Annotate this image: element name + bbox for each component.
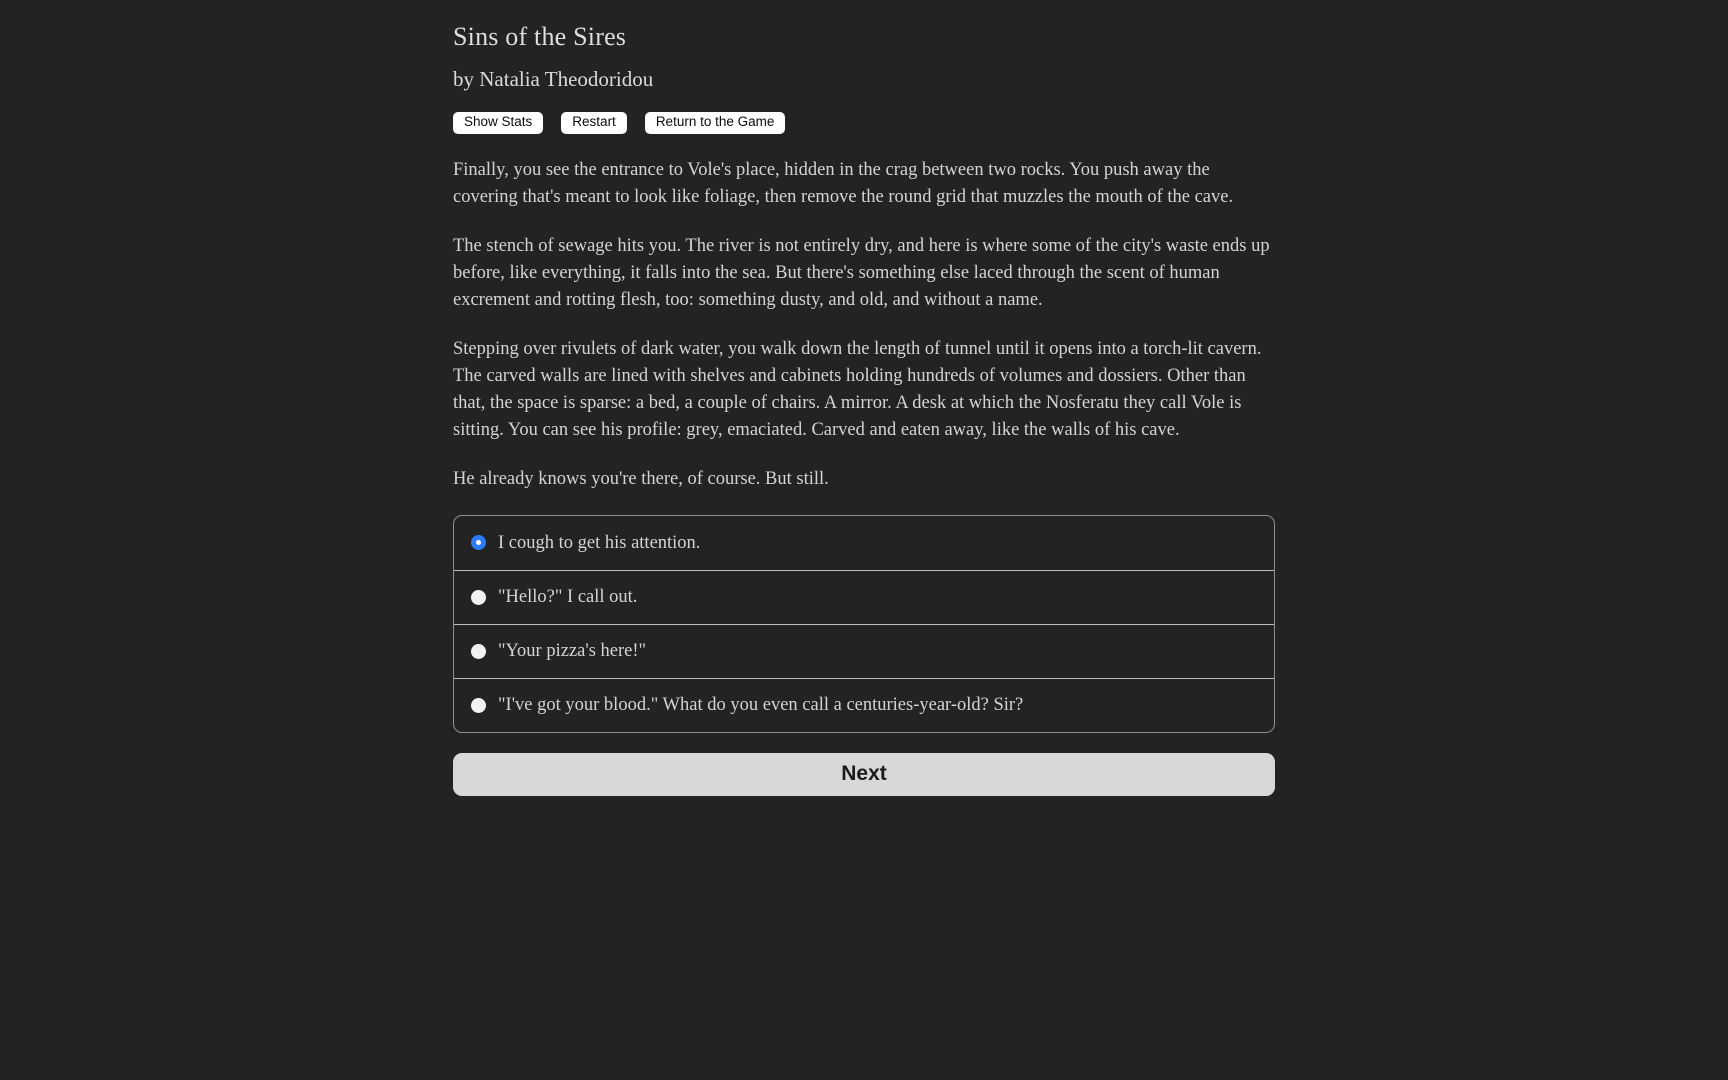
choice-option-4[interactable] (454, 678, 1274, 732)
story-paragraph: Finally, you see the entrance to Vole's place, hidden in the crag between two rocks. You push away the covering that's meant to look like foliage, then remove the round grid that muzzles the mouth of the cave. (453, 159, 1234, 207)
story-text (453, 157, 1275, 493)
game-content (453, 0, 1275, 796)
radio-button-icon[interactable] (471, 590, 486, 605)
choice-option-3[interactable] (454, 624, 1274, 678)
radio-button-icon[interactable] (471, 535, 486, 550)
story-paragraph: Stepping over rivulets of dark water, you walk down the length of tunnel until it opens into a torch-lit cavern. The carved walls are lined with shelves and cabinets holding hundreds of volumes and dossiers. Other than that, the space is sparse: a bed, a couple of chairs. A mirror. A desk at which the Nosferatu they call Vole is sitting. You can see his profile: grey, emaciated. Carved and eaten away, like the walls of his cave. (453, 338, 1262, 440)
choice-label: "I've got your blood." What do you even call a centuries-year-old? Sir? (498, 695, 1024, 716)
story-paragraph: He already knows you're there, of course. But still. (453, 468, 829, 489)
author-byline: by Natalia Theodoridou (453, 67, 654, 91)
radio-button-icon[interactable] (471, 698, 486, 713)
choice-label: I cough to get his attention. (498, 532, 701, 553)
radio-button-icon[interactable] (471, 644, 486, 659)
choices-box (453, 515, 1275, 733)
story-paragraph: The stench of sewage hits you. The river is not entirely dry, and here is where some of the city's waste ends up before, like everything, it falls into the sea. But there's something else laced through the scent of human excrement and rotting flesh, too: something dusty, and old, and without a name. (453, 235, 1270, 310)
choice-label: "Your pizza's here!" (498, 641, 647, 662)
return-to-game-button[interactable]: Return to the Game (645, 112, 786, 134)
choice-option-1[interactable] (454, 516, 1274, 570)
page-title: Sins of the Sires (453, 22, 627, 51)
next-button[interactable]: Next (453, 753, 1275, 796)
show-stats-button[interactable]: Show Stats (453, 112, 543, 134)
restart-button[interactable]: Restart (561, 112, 627, 134)
choice-option-2[interactable] (454, 570, 1274, 624)
toolbar (453, 112, 1275, 134)
choice-label: "Hello?" I call out. (498, 587, 638, 608)
